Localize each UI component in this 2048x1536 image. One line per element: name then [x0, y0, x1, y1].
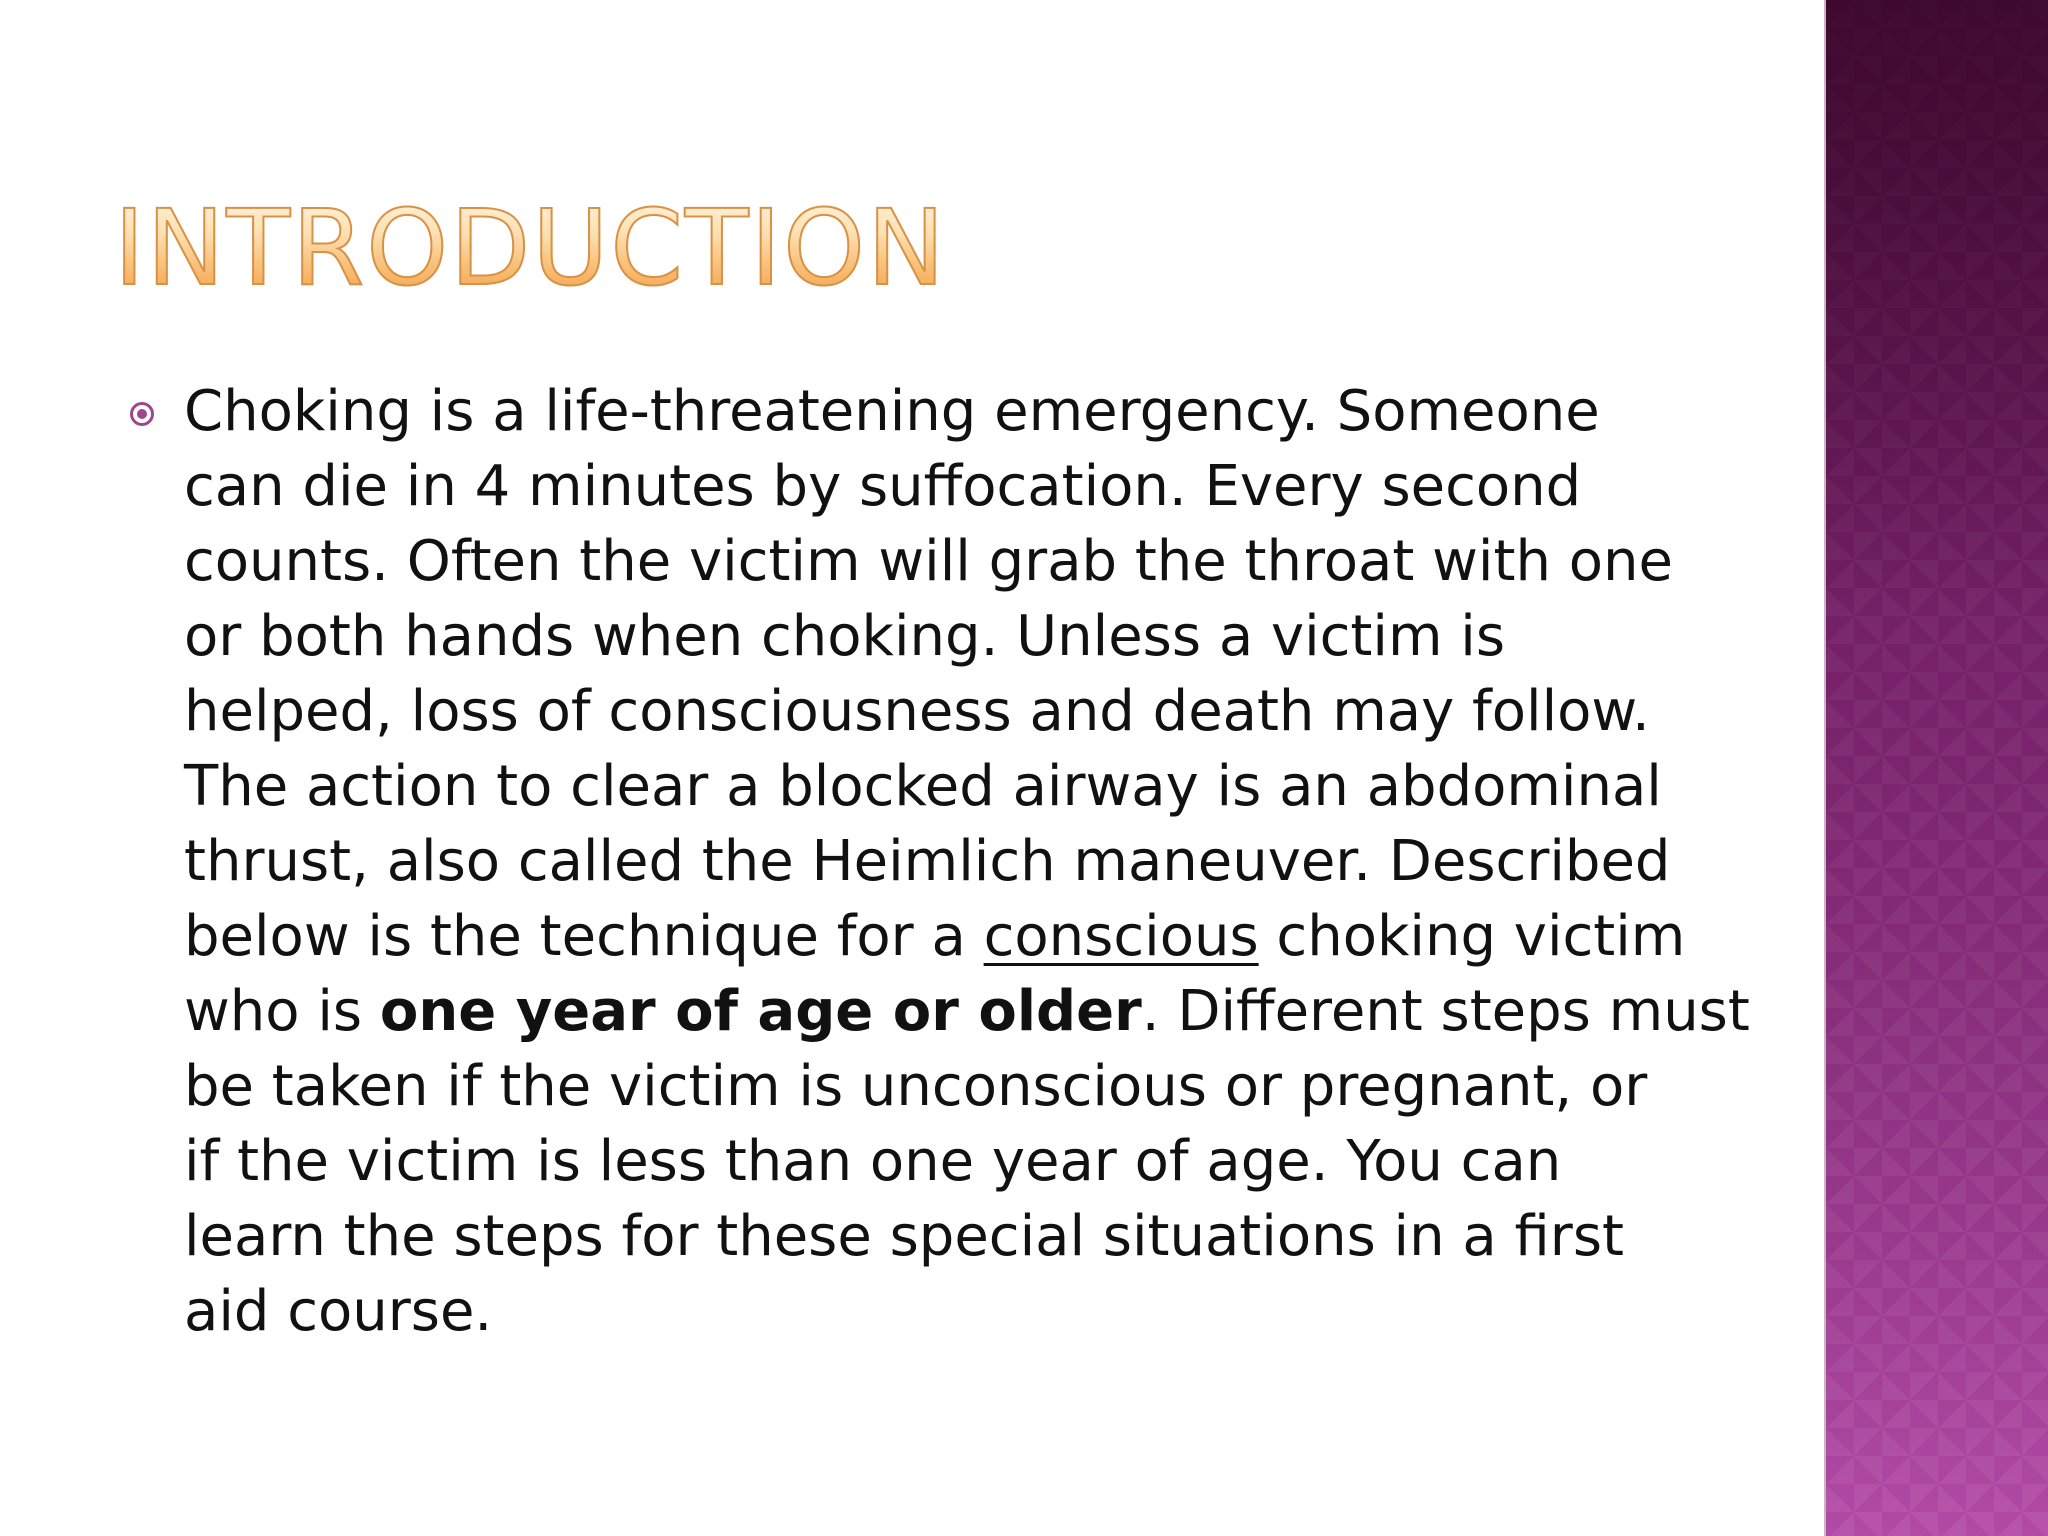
paragraph-line: thrust, also called the Heimlich maneuver. Described	[184, 829, 1671, 894]
paragraph-line: be taken if the victim is unconscious or pregnant, or	[184, 1054, 1648, 1119]
paragraph-line: if the victim is less than one year of age. You can	[184, 1129, 1562, 1194]
list-item	[120, 374, 1750, 1349]
text-run: who is	[184, 979, 380, 1044]
paragraph-line: can die in 4 minutes by suffocation. Every second	[184, 454, 1582, 519]
slide-title: INTRODUCTION	[114, 187, 947, 309]
bold-text: one year of age or older	[379, 979, 1142, 1044]
paragraph-line: aid course.	[184, 1279, 493, 1344]
paragraph-line	[184, 899, 1744, 974]
text-run: choking victim	[1258, 904, 1686, 969]
underlined-text: conscious	[983, 904, 1259, 969]
decorative-side-panel	[1826, 0, 2048, 1536]
circle-bullet-icon	[130, 402, 154, 426]
paragraph-line	[184, 974, 1750, 1049]
text-run: below is the technique for a	[184, 904, 984, 969]
paragraph-line: counts. Often the victim will grab the throat with one	[184, 529, 1673, 594]
bullet-list	[120, 374, 1750, 1349]
paragraph-line: learn the steps for these special situations in a first	[184, 1204, 1624, 1269]
paragraph-line: helped, loss of consciousness and death may follow.	[184, 679, 1650, 744]
paragraph-line: or both hands when choking. Unless a victim is	[184, 604, 1506, 669]
paragraph-line: Choking is a life-threatening emergency. Someone	[184, 379, 1600, 444]
text-run: . Different steps must	[1141, 979, 1750, 1044]
paragraph-line: The action to clear a blocked airway is an abdominal	[184, 754, 1662, 819]
intro-paragraph	[184, 374, 1750, 1349]
